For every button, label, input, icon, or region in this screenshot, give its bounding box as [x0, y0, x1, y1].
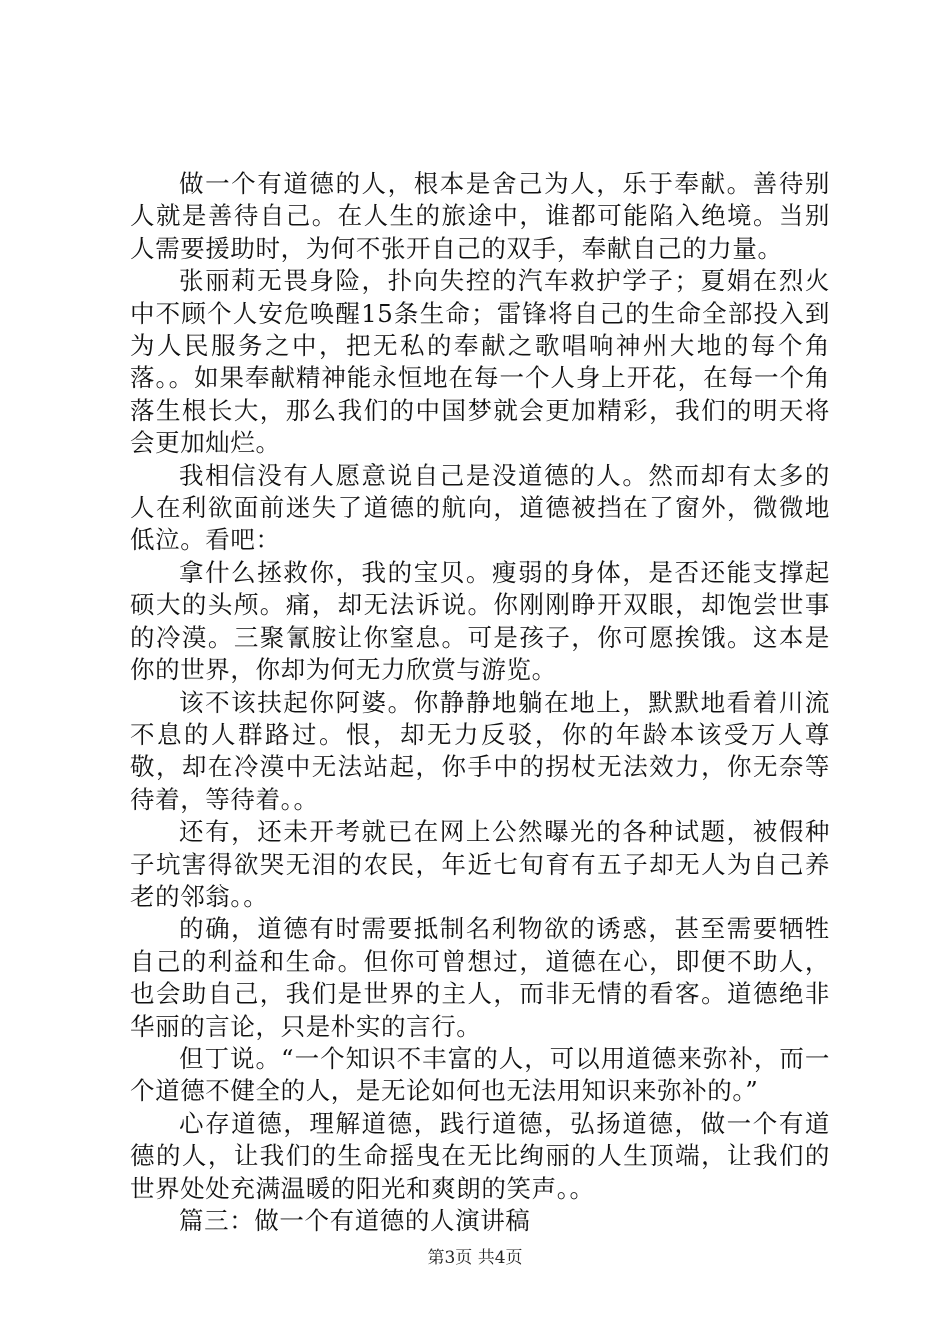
paragraph-4: 拿什么拯救你，我的宝贝。瘦弱的身体，是否还能支撑起硕大的头颅。痛，却无法诉说。你刚刚睁开双眼，却饱尝世事的冷漠。三聚氰胺让你窒息。可是孩子，你可愿挨饿。这本是你的世界，你却为何无力欣赏与游览。	[130, 557, 830, 685]
paragraph-7: 的确，道德有时需要抵制名利物欲的诱惑，甚至需要牺牲自己的利益和生命。但你可曾想过，道德在心，即便不助人，也会助自己，我们是世界的主人，而非无情的看客。道德绝非华丽的言论，只是朴实的言行。	[130, 914, 830, 1041]
paragraph-3: 我相信没有人愿意说自己是没道德的人。然而却有太多的人在利欲面前迷失了道德的航向，道德被挡在了窗外，微微地低泣。看吧：	[130, 460, 830, 555]
paragraph-9: 心存道德，理解道德，践行道德，弘扬道德，做一个有道德的人，让我们的生命摇曳在无比绚丽的人生顶端，让我们的世界处处充满温暖的阳光和爽朗的笑声。。	[130, 1108, 830, 1203]
paragraph-2: 张丽莉无畏身险，扑向失控的汽车救护学子；夏娟在烈火中不顾个人安危唤醒15条生命；雷锋将自己的生命全部投入到为人民服务之中，把无私的奉献之歌唱响神州大地的每个角落。。如果奉献精神能永恒地在每一个人身上开花，在每一个角落生根长大，那么我们的中国梦就会更加精彩，我们的明天将会更加灿烂。	[130, 266, 830, 458]
body-text	[130, 168, 830, 1237]
paragraph-1: 做一个有道德的人，根本是舍己为人，乐于奉献。善待别人就是善待自己。在人生的旅途中，谁都可能陷入绝境。当别人需要援助时，为何不张开自己的双手，奉献自己的力量。	[130, 169, 830, 263]
section-heading: 篇三：做一个有道德的人演讲稿	[179, 1206, 531, 1235]
paragraph-6: 还有，还未开考就已在网上公然曝光的各种试题，被假种子坑害得欲哭无泪的农民，年近七旬育有五子却无人为自己养老的邻翁。。	[130, 817, 830, 911]
page-footer: 第3页 共4页	[427, 1248, 523, 1268]
paragraph-5: 该不该扶起你阿婆。你静静地躺在地上，默默地看着川流不息的人群路过。恨，却无力反驳，你的年龄本该受万人尊敬，却在冷漠中无法站起，你手中的拐杖无法效力，你无奈等待着，等待着。。	[130, 687, 830, 814]
paragraph-8: 但丁说。“一个知识不丰富的人，可以用道德来弥补，而一个道德不健全的人，是无论如何也无法用知识来弥补的。”	[130, 1043, 830, 1106]
